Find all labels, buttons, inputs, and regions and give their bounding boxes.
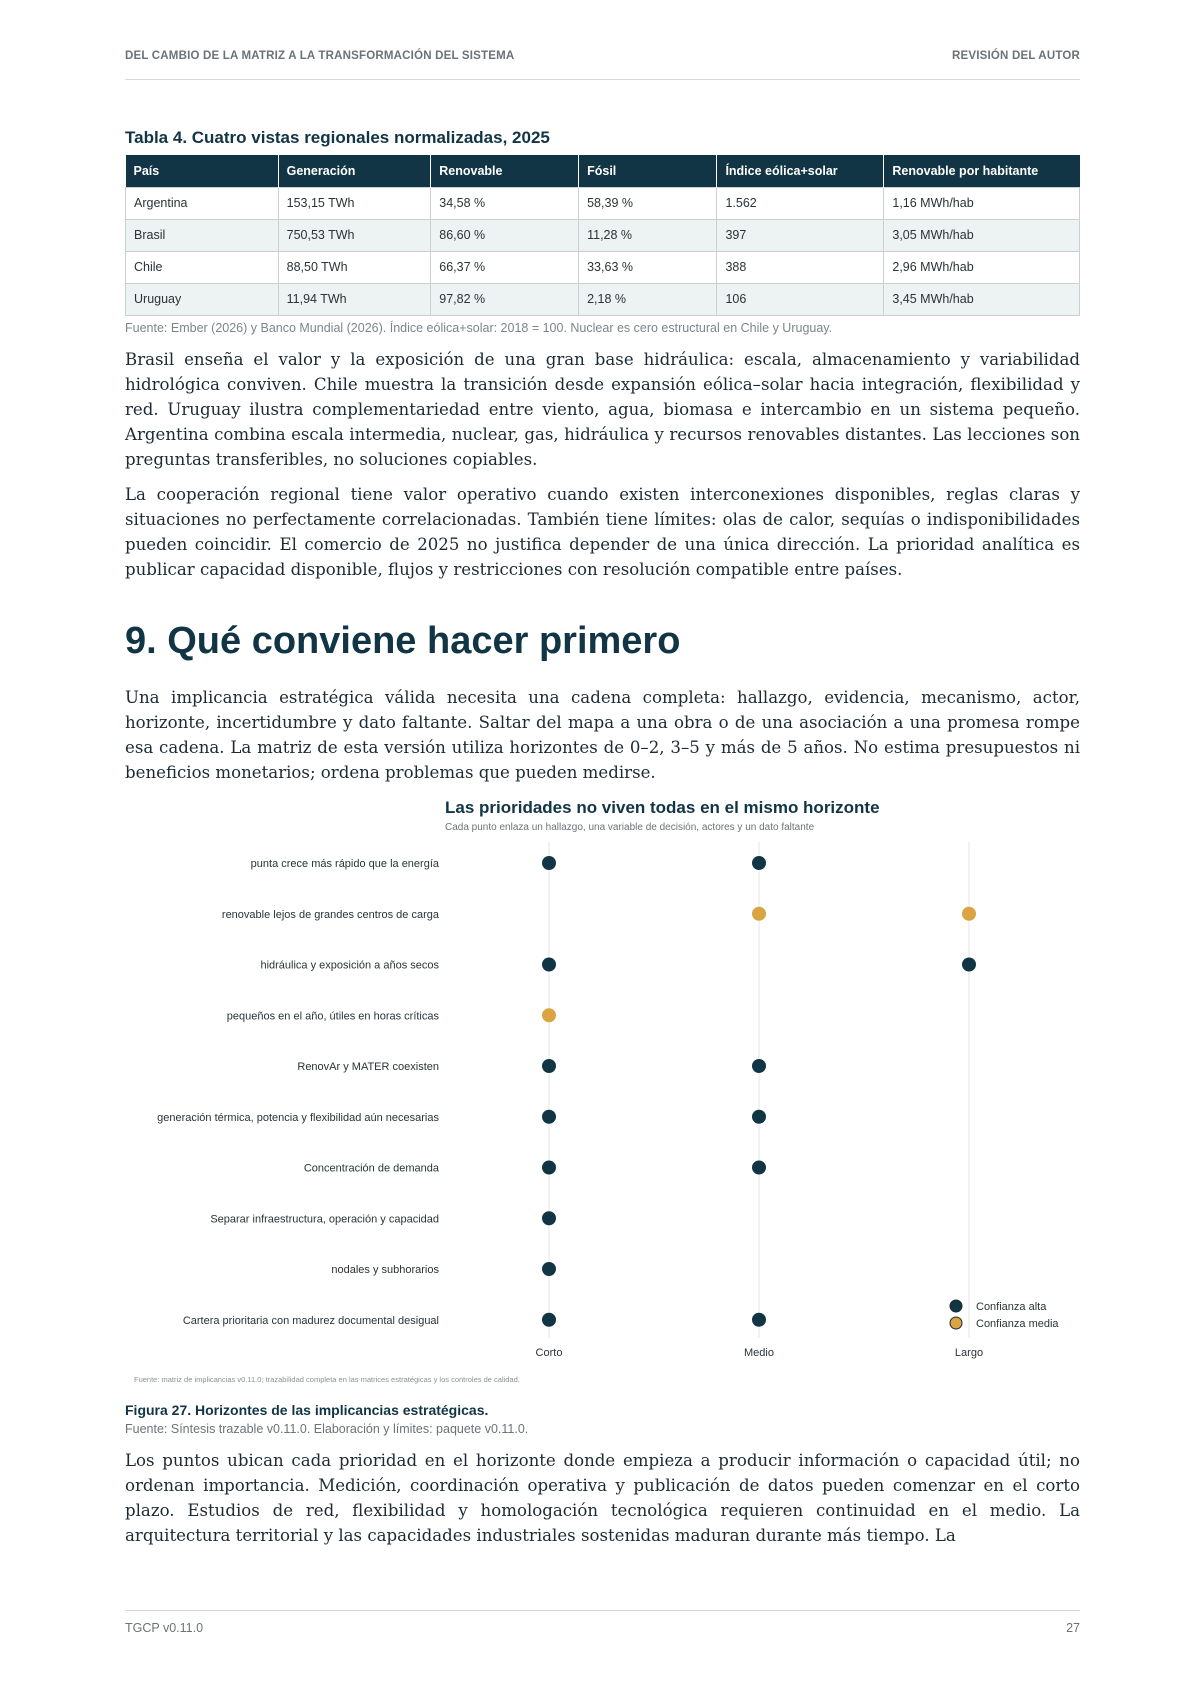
chart-legend [950, 1300, 1059, 1330]
figure-source: Fuente: Síntesis trazable v0.11.0. Elaboración y límites: paquete v0.11.0. [125, 1422, 529, 1436]
table-cell: 3,45 MWh/hab [884, 283, 1080, 315]
table-cell: 11,28 % [579, 219, 717, 251]
x-tick-label: Corto [535, 1347, 563, 1359]
horizons-chart-svg [125, 790, 1080, 1385]
table-cell: 3,05 MWh/hab [884, 219, 1080, 251]
table-header-cell: Renovable por habitante [884, 155, 1080, 187]
table-cell: 34,58 % [431, 187, 579, 219]
table-cell: Uruguay [126, 283, 279, 315]
table-header-cell: Fósil [579, 155, 717, 187]
chart-x-ticks [536, 1347, 984, 1359]
regional-table [125, 155, 1080, 316]
table-cell: Brasil [126, 219, 279, 251]
row-label: hidráulica y exposición a años secos [260, 959, 439, 972]
table-cell: 1.562 [717, 187, 884, 219]
data-point [752, 1059, 766, 1073]
data-point [542, 958, 556, 972]
data-point [752, 856, 766, 870]
row-label: Concentración de demanda [303, 1162, 439, 1175]
x-tick-label: Largo [954, 1347, 984, 1359]
data-point [752, 1110, 766, 1124]
table-cell: 11,94 TWh [278, 283, 431, 315]
table-source: Fuente: Ember (2026) y Banco Mundial (2026). Índice eólica+solar: 2018 = 100. Nuclear es cero estructural en Chile y Uruguay. [125, 321, 833, 335]
running-header [125, 50, 1080, 80]
table-cell: 153,15 TWh [278, 187, 431, 219]
body-paragraph: Brasil enseña el valor y la exposición de una gran base hidráulica: escala, almacenamiento y variabilidad hidrológica conviven. Chile muestra la transición desde expansión eólica–solar hacia integración, flexibilidad y red. Uruguay ilustra complementariedad entre viento, agua, biomasa e intercambio en un sistema pequeño. Argentina combina escala intermedia, nuclear, gas, hidráulica y recursos renovables distantes. Las lecciones son preguntas transferibles, no soluciones copiables. [125, 350, 1080, 469]
table-row [126, 187, 1080, 219]
table-cell: 86,60 % [431, 219, 579, 251]
horizons-chart [125, 790, 1080, 1385]
chart-subtitle: Cada punto enlaza un hallazgo, una variable de decisión, actores y un dato faltante [445, 822, 815, 833]
table-cell: 1,16 MWh/hab [884, 187, 1080, 219]
row-label: renovable lejos de grandes centros de carga [221, 908, 439, 921]
table-header-cell: País [126, 155, 279, 187]
table-cell: 397 [717, 219, 884, 251]
data-point [962, 958, 976, 972]
table-header-cell: Generación [278, 155, 431, 187]
chart-note: Fuente: matriz de implicancias v0.11.0; trazabilidad completa en las matrices estratégicas y los controles de calidad. [134, 1375, 520, 1384]
row-label: RenovAr y MATER coexisten [297, 1061, 439, 1073]
page-number: 27 [1066, 1621, 1080, 1635]
body-paragraph: Los puntos ubican cada prioridad en el horizonte donde empieza a producir información o capacidad útil; no ordenan importancia. Medición, coordinación operativa y publicación de datos pueden comenzar en el corto plazo. Estudios de red, flexibilidad y homologación tecnológica requieren continuidad en el medio. La arquitectura territorial y las capacidades industriales sostenidas maduran durante más tiempo. La [125, 1451, 1080, 1545]
table-cell: Argentina [126, 187, 279, 219]
body-paragraph: La cooperación regional tiene valor operativo cuando existen interconexiones disponibles, reglas claras y situaciones no perfectamente correlacionadas. También tiene límites: olas de calor, sequías o indisponibilidades pueden coincidir. El comercio de 2025 no justifica depender de una única dirección. La prioridad analítica es publicar capacidad disponible, flujos y restricciones con resolución compatible entre países. [125, 485, 1080, 579]
data-point [542, 1110, 556, 1124]
footer-version: TGCP v0.11.0 [125, 1621, 204, 1635]
table-title: Tabla 4. Cuatro vistas regionales normalizadas, 2025 [125, 128, 550, 147]
table-header-row [126, 155, 1080, 187]
table-cell: 2,18 % [579, 283, 717, 315]
x-tick-label: Medio [744, 1347, 774, 1359]
table-row [126, 219, 1080, 251]
table-row [126, 283, 1080, 315]
section-heading: 9. Qué conviene hacer primero [125, 620, 681, 662]
row-label: punta crece más rápido que la energía [250, 858, 439, 870]
chart-title: Las prioridades no viven todas en el mismo horizonte [445, 798, 880, 817]
data-point [542, 1008, 556, 1022]
row-label: pequeños en el año, útiles en horas críticas [226, 1010, 439, 1023]
row-label: Cartera prioritaria con madurez documental desigual [182, 1314, 439, 1327]
body-paragraph: Una implicancia estratégica válida necesita una cadena completa: hallazgo, evidencia, mecanismo, actor, horizonte, incertidumbre y dato faltante. Saltar del mapa a una obra o de una asociación a una promesa rompe esa cadena. La matriz de esta versión utiliza horizontes de 0–2, 3–5 y más de 5 años. No estima presupuestos ni beneficios monetarios; ordena problemas que pueden medirse. [125, 688, 1080, 782]
data-point [752, 1161, 766, 1175]
running-footer [125, 1610, 1080, 1635]
table-header-cell: Renovable [431, 155, 579, 187]
data-point [752, 1313, 766, 1327]
data-point [542, 1262, 556, 1276]
table-cell: Chile [126, 251, 279, 283]
data-point [542, 1161, 556, 1175]
chart-row-labels [157, 858, 440, 1327]
table-cell: 58,39 % [579, 187, 717, 219]
legend-label: Confianza alta [976, 1301, 1047, 1313]
header-document-title: DEL CAMBIO DE LA MATRIZ A LA TRANSFORMACIÓN DEL SISTEMA [125, 50, 515, 62]
legend-marker [950, 1300, 962, 1312]
row-label: generación térmica, potencia y flexibilidad aún necesarias [157, 1111, 439, 1124]
legend-label: Confianza media [976, 1318, 1059, 1330]
table-cell: 388 [717, 251, 884, 283]
data-point [542, 1059, 556, 1073]
header-revision-label: REVISIÓN DEL AUTOR [952, 50, 1080, 62]
data-point [962, 907, 976, 921]
row-label: Separar infraestructura, operación y capacidad [210, 1213, 439, 1226]
table-header-cell: Índice eólica+solar [717, 155, 884, 187]
table-cell: 106 [717, 283, 884, 315]
row-label: nodales y subhorarios [331, 1264, 439, 1276]
table-cell: 66,37 % [431, 251, 579, 283]
table-cell: 97,82 % [431, 283, 579, 315]
data-point [542, 1313, 556, 1327]
table-cell: 2,96 MWh/hab [884, 251, 1080, 283]
legend-marker [950, 1317, 962, 1329]
data-point [542, 1211, 556, 1225]
data-point [752, 907, 766, 921]
data-point [542, 856, 556, 870]
table-cell: 750,53 TWh [278, 219, 431, 251]
table-cell: 88,50 TWh [278, 251, 431, 283]
table-cell: 33,63 % [579, 251, 717, 283]
table-row [126, 251, 1080, 283]
figure-caption: Figura 27. Horizontes de las implicancias estratégicas. [125, 1402, 489, 1418]
